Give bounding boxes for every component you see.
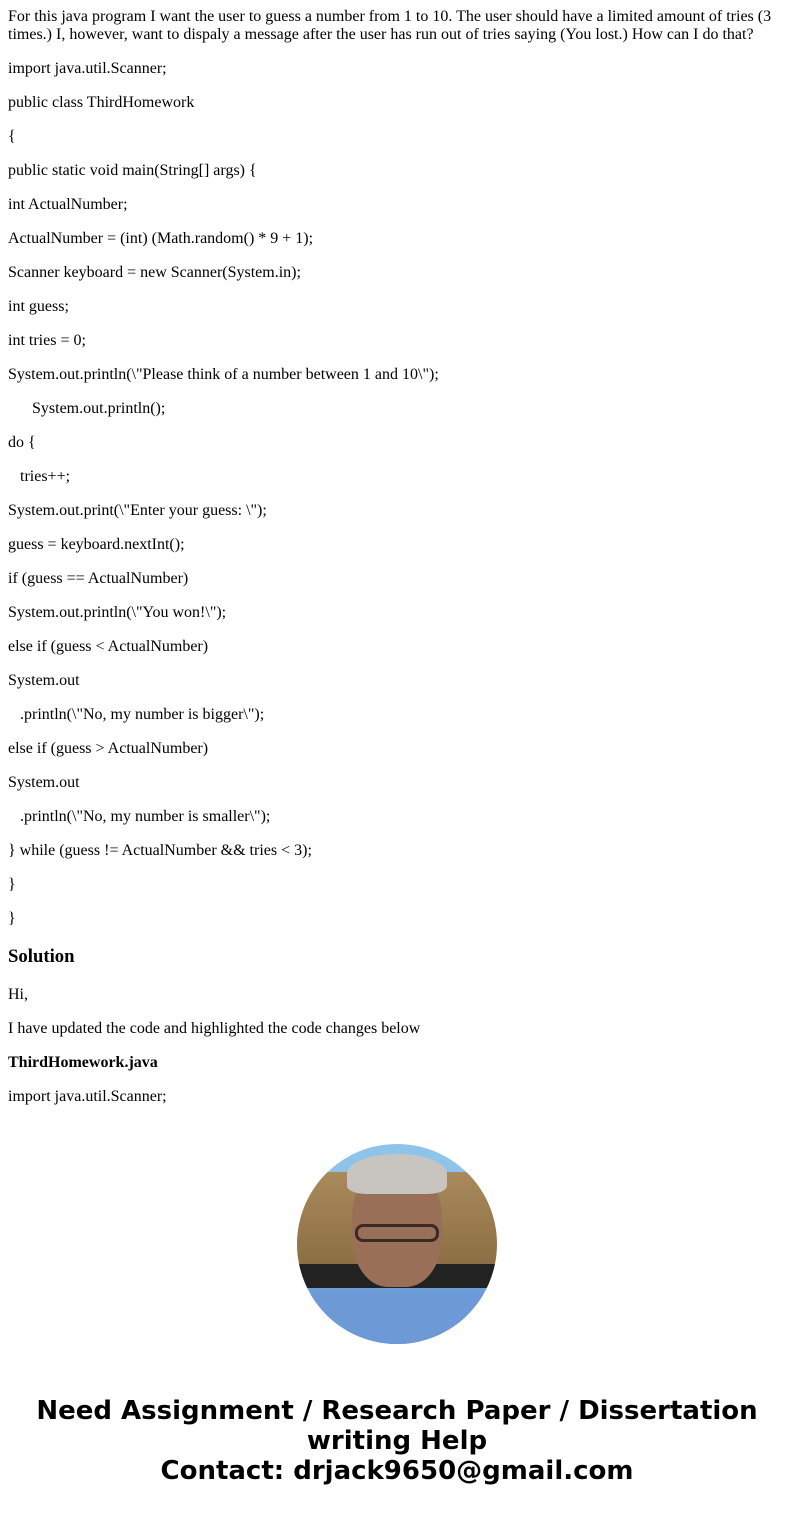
banner-contact: Contact: drjack9650@gmail.com xyxy=(160,1456,634,1486)
code-line: Scanner keyboard = new Scanner(System.in); xyxy=(8,264,301,281)
code-line: .println(\"No, my number is bigger\"); xyxy=(8,706,265,723)
avatar-glasses xyxy=(355,1224,439,1242)
solution-greeting: Hi, xyxy=(8,986,28,1003)
code-line: int ActualNumber; xyxy=(8,196,128,213)
solution-heading: Solution xyxy=(8,946,75,967)
code-line: int tries = 0; xyxy=(8,332,86,349)
author-avatar xyxy=(297,1144,497,1344)
avatar-shirt xyxy=(297,1294,497,1344)
code-line: System.out xyxy=(8,672,80,689)
code-line: ActualNumber = (int) (Math.random() * 9 + 1); xyxy=(8,230,314,247)
code-line: public class ThirdHomework xyxy=(8,94,195,111)
code-line: } xyxy=(8,910,16,927)
code-line: tries++; xyxy=(8,468,71,485)
code-line: System.out.println(\"You won!\"); xyxy=(8,604,227,621)
code-line: else if (guess > ActualNumber) xyxy=(8,740,209,757)
code-line: } while (guess != ActualNumber && tries < 3); xyxy=(8,842,312,859)
code-line: guess = keyboard.nextInt(); xyxy=(8,536,185,553)
code-line: System.out xyxy=(8,774,80,791)
solution-filename: ThirdHomework.java xyxy=(8,1054,158,1071)
code-line: } xyxy=(8,876,16,893)
banner-headline: Need Assignment / Research Paper / Dissertation writing Help xyxy=(36,1396,758,1456)
code-line: System.out.print(\"Enter your guess: \"); xyxy=(8,502,267,519)
code-line: do { xyxy=(8,434,36,451)
code-line: public static void main(String[] args) { xyxy=(8,162,257,179)
solution-code-line: import java.util.Scanner; xyxy=(8,1088,167,1105)
code-line: .println(\"No, my number is smaller\"); xyxy=(8,808,271,825)
avatar-hair xyxy=(347,1154,447,1194)
code-line: System.out.println(); xyxy=(8,400,166,417)
document xyxy=(0,8,794,1106)
question-intro: For this java program I want the user to guess a number from 1 to 10. The user should have a limited amount of tries (3 times.) I, however, want to dispaly a message after the user has run out of tries saying (You lost.) How can I do that? xyxy=(8,8,776,43)
contact-banner xyxy=(0,1396,794,1486)
code-line: import java.util.Scanner; xyxy=(8,60,167,77)
code-line: int guess; xyxy=(8,298,69,315)
code-line: { xyxy=(8,128,16,145)
solution-note: I have updated the code and highlighted the code changes below xyxy=(8,1020,421,1037)
code-line: else if (guess < ActualNumber) xyxy=(8,638,209,655)
code-line: if (guess == ActualNumber) xyxy=(8,570,189,587)
code-line: System.out.println(\"Please think of a number between 1 and 10\"); xyxy=(8,366,439,383)
question-code xyxy=(8,60,786,928)
